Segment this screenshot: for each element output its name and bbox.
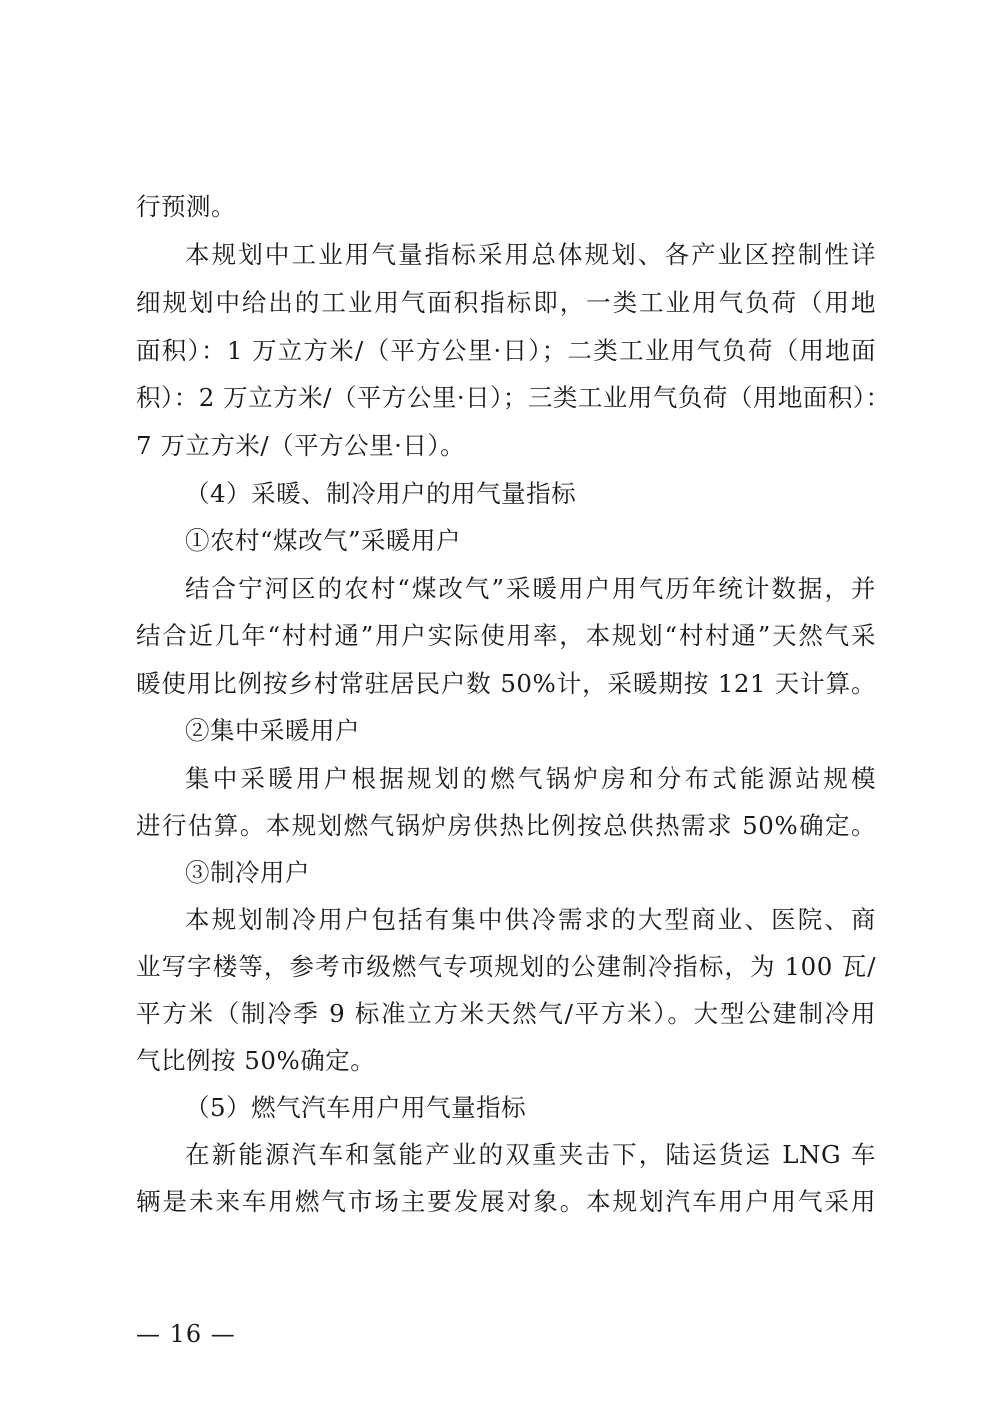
paragraph-line: 细规划中给出的工业用气面积指标即，一类工业用气负荷（用地 bbox=[136, 288, 876, 317]
paragraph-line: 在新能源汽车和氢能产业的双重夹击下，陆运货运 LNG 车 bbox=[185, 1140, 876, 1169]
paragraph-line: 结合近几年“村村通”用户实际使用率，本规划“村村通”天然气采 bbox=[136, 621, 876, 650]
paragraph-line: 暖使用比例按乡村常驻居民户数 50%计，采暖期按 121 天计算。 bbox=[136, 669, 876, 698]
section-heading: （4）采暖、制冷用户的用气量指标 bbox=[185, 479, 577, 508]
subsection-heading: ②集中采暖用户 bbox=[185, 716, 360, 745]
section-heading: （5）燃气汽车用户用气量指标 bbox=[185, 1093, 527, 1122]
page-number: — 16 — bbox=[136, 1320, 236, 1348]
paragraph-line: 面积）：1 万立方米/（平方公里·日）；二类工业用气负荷（用地面 bbox=[136, 336, 876, 365]
paragraph-line: 业写字楼等，参考市级燃气专项规划的公建制冷指标，为 100 瓦/ bbox=[136, 952, 876, 981]
paragraph-line: 积）：2 万立方米/（平方公里·日）；三类工业用气负荷（用地面积）： bbox=[136, 383, 891, 412]
subsection-heading: ③制冷用户 bbox=[185, 858, 310, 887]
subsection-heading: ①农村“煤改气”采暖用户 bbox=[185, 526, 462, 555]
paragraph-line: 本规划制冷用户包括有集中供冷需求的大型商业、医院、商 bbox=[185, 905, 876, 934]
paragraph-line: 7 万立方米/（平方公里·日）。 bbox=[136, 431, 466, 460]
paragraph-line: 进行估算。本规划燃气锅炉房供热比例按总供热需求 50%确定。 bbox=[136, 811, 876, 840]
paragraph-line: 行预测。 bbox=[136, 192, 236, 221]
paragraph-line: 气比例按 50%确定。 bbox=[136, 1046, 376, 1075]
paragraph-line: 本规划中工业用气量指标采用总体规划、各产业区控制性详 bbox=[185, 240, 876, 269]
paragraph-line: 平方米（制冷季 9 标准立方米天然气/平方米）。大型公建制冷用 bbox=[136, 999, 876, 1028]
paragraph-line: 集中采暖用户根据规划的燃气锅炉房和分布式能源站规模 bbox=[185, 764, 876, 793]
paragraph-line: 结合宁河区的农村“煤改气”采暖用户用气历年统计数据，并 bbox=[185, 574, 876, 603]
paragraph-line: 辆是未来车用燃气市场主要发展对象。本规划汽车用户用气采用 bbox=[136, 1187, 876, 1216]
